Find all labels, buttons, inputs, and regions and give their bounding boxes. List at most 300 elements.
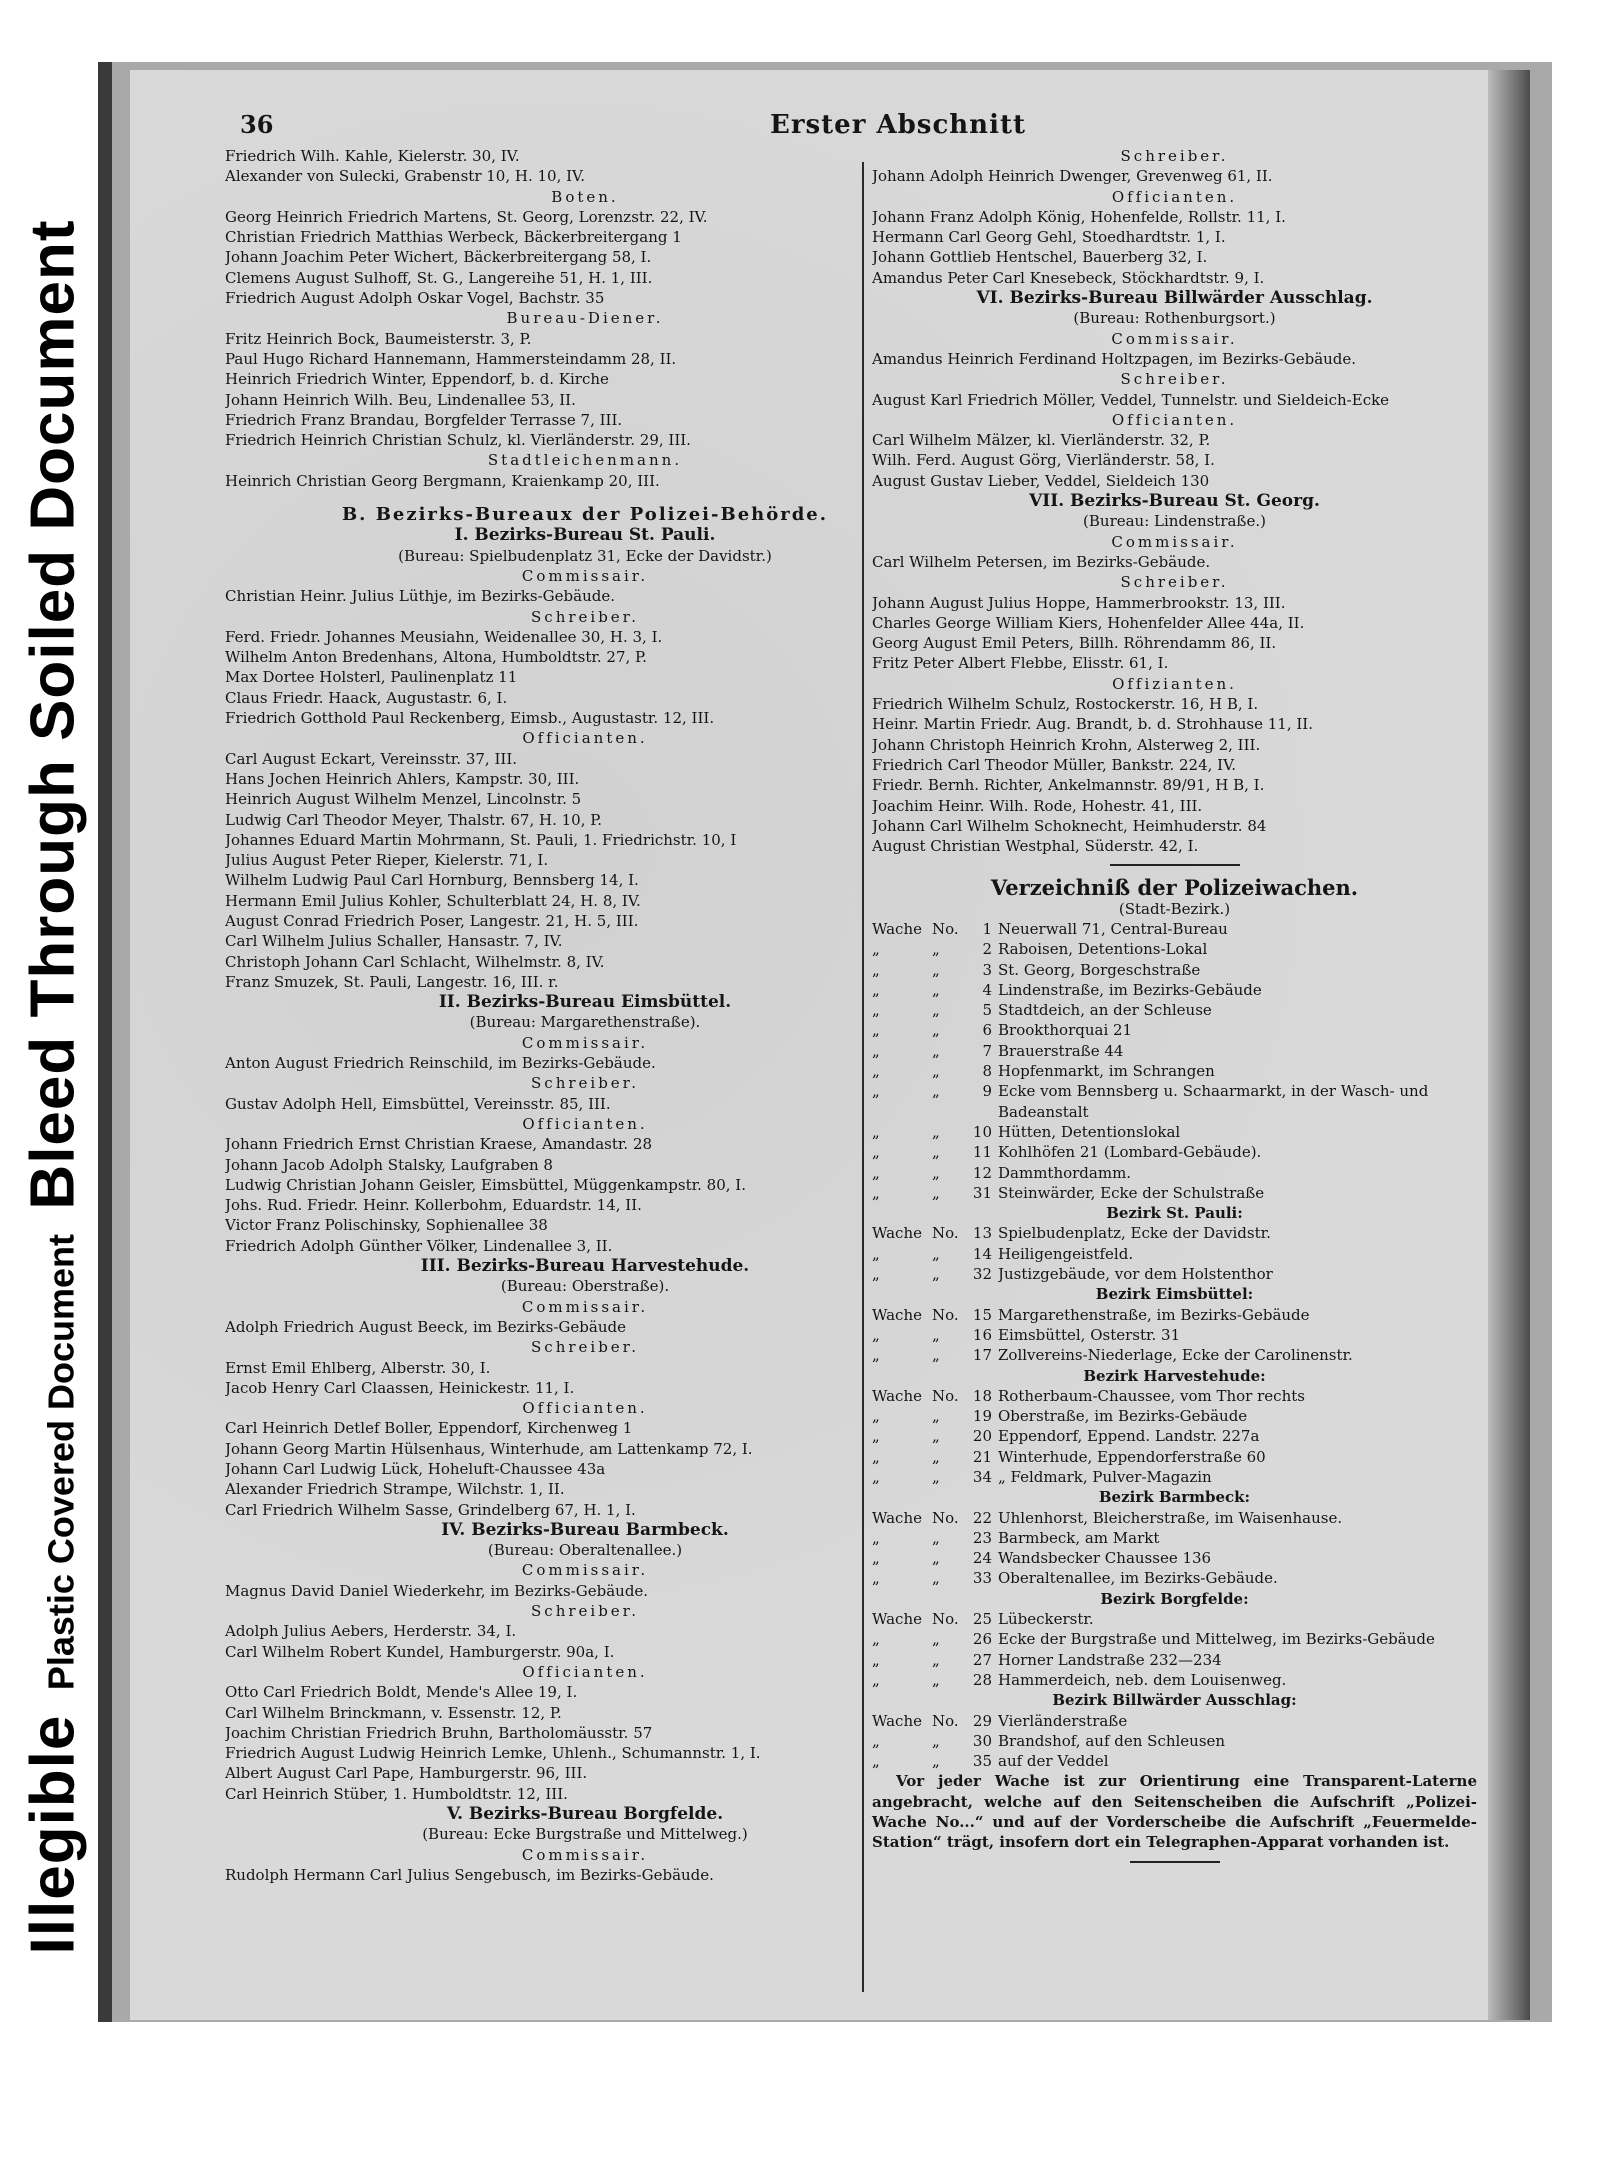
wache-row xyxy=(872,1102,1477,1122)
wache-no-label: „ xyxy=(932,1163,940,1182)
wache-number: 5 xyxy=(982,1001,992,1020)
wache-no-label: „ xyxy=(932,1569,940,1588)
district-heading: Bezirk Borgfelde: xyxy=(1100,1589,1249,1608)
wache-location: Horner Landstraße 232—234 xyxy=(998,1650,1222,1669)
wache-number: 19 xyxy=(972,1407,992,1426)
directory-entry: Carl Wilhelm Petersen, im Bezirks-Gebäude. xyxy=(872,552,1211,571)
directory-entry: Fritz Heinrich Bock, Baumeisterstr. 3, P. xyxy=(225,329,532,348)
wache-location: Margarethenstraße, im Bezirks-Gebäude xyxy=(998,1305,1310,1324)
wache-location: „ Feldmark, Pulver-Magazin xyxy=(998,1468,1212,1486)
wache-row xyxy=(872,1345,1477,1365)
wache-number: 12 xyxy=(972,1163,992,1182)
directory-entry: Johann Georg Martin Hülsenhaus, Winterhude, am Lattenkamp 72, I. xyxy=(225,1439,753,1458)
wache-location: Oberstraße, im Bezirks-Gebäude xyxy=(998,1407,1248,1426)
wache-label: „ xyxy=(872,1468,880,1486)
directory-entry: Victor Franz Polischinsky, Sophienallee 38 xyxy=(225,1216,548,1235)
wache-no-label: „ xyxy=(932,1041,940,1060)
wache-no-label: No. xyxy=(932,1508,959,1527)
wache-number: 26 xyxy=(972,1630,992,1649)
wache-no-label: No. xyxy=(932,1386,959,1405)
wache-number: 10 xyxy=(972,1122,992,1141)
wache-number: 8 xyxy=(982,1062,992,1081)
wache-no-label: „ xyxy=(932,1752,940,1771)
directory-entry: August Gustav Lieber, Veddel, Sieldeich 130 xyxy=(872,471,1210,490)
directory-entry: Ludwig Christian Johann Geisler, Eimsbüttel, Müggenkampstr. 80, I. xyxy=(225,1175,746,1194)
directory-entry: Wilhelm Anton Bredenhans, Altona, Humboldtstr. 27, P. xyxy=(225,648,647,667)
wache-location: Neuerwall 71, Central-Bureau xyxy=(998,919,1228,938)
wache-label: „ xyxy=(872,1163,880,1182)
banner-plastic-covered: Plastic Covered Document xyxy=(40,1234,82,1691)
wache-row xyxy=(872,1548,1477,1568)
directory-entry: Ferd. Friedr. Johannes Meusiahn, Weidenallee 30, H. 3, I. xyxy=(225,627,663,646)
verzeichniss-title: Verzeichniß der Polizeiwachen. xyxy=(990,875,1359,901)
directory-entry: Friedrich August Ludwig Heinrich Lemke, Uhlenh., Schumannstr. 1, I. xyxy=(225,1744,761,1763)
wache-number: 31 xyxy=(972,1183,992,1202)
role-heading: Schreiber. xyxy=(531,1602,639,1621)
wache-no-label: „ xyxy=(932,1731,940,1750)
directory-entry: Christoph Johann Carl Schlacht, Wilhelmstr. 8, IV. xyxy=(225,952,605,971)
wache-number: 28 xyxy=(972,1670,992,1689)
directory-entry: Friedrich Gotthold Paul Reckenberg, Eimsb., Augustastr. 12, III. xyxy=(225,709,715,728)
directory-entry: Johann Adolph Heinrich Dwenger, Grevenweg 61, II. xyxy=(872,167,1273,186)
wache-number: 9 xyxy=(982,1082,992,1101)
wache-row xyxy=(872,1406,1477,1426)
wache-no-label: No. xyxy=(932,1305,959,1324)
wache-no-label: „ xyxy=(932,1670,940,1689)
wache-number: 33 xyxy=(972,1569,992,1588)
directory-entry: Christian Friedrich Matthias Werbeck, Bäckerbreitergang 1 xyxy=(225,228,682,247)
role-heading: Commissair. xyxy=(1111,329,1238,348)
wache-number xyxy=(966,1102,998,1122)
wache-location: Brookthorquai 21 xyxy=(998,1021,1133,1040)
wache-row xyxy=(872,1061,1477,1081)
wache-row xyxy=(872,1751,1477,1771)
wache-label: „ xyxy=(872,1062,880,1081)
directory-entry: Friedr. Bernh. Richter, Ankelmannstr. 89/91, H B, I. xyxy=(872,776,1265,795)
wache-no-label: „ xyxy=(932,1346,940,1365)
directory-entry: Heinrich Friedrich Winter, Eppendorf, b. d. Kirche xyxy=(225,370,609,389)
wache-location: Heiligengeistfeld. xyxy=(998,1244,1134,1263)
left-column xyxy=(225,146,945,1885)
wache-no-label: „ xyxy=(932,1650,940,1669)
wache-number: 24 xyxy=(972,1549,992,1568)
wache-label: „ xyxy=(872,1325,880,1344)
wache-number: 32 xyxy=(972,1265,992,1284)
wache-number: 25 xyxy=(972,1610,992,1629)
wache-location: Brauerstraße 44 xyxy=(998,1041,1124,1060)
wache-number: 29 xyxy=(972,1711,992,1730)
directory-entry: Johann Carl Wilhelm Schoknecht, Heimhuderstr. 84 xyxy=(872,816,1267,835)
role-heading: Officianten. xyxy=(522,1662,648,1681)
role-heading: Commissair. xyxy=(1111,532,1238,551)
wache-label: „ xyxy=(872,1549,880,1568)
wache-label: „ xyxy=(872,1407,880,1426)
wache-row xyxy=(872,1020,1477,1040)
role-heading: Schreiber. xyxy=(531,607,639,626)
wache-label: „ xyxy=(872,1143,880,1162)
wache-row xyxy=(872,1041,1477,1061)
wache-no-label xyxy=(932,1102,966,1122)
bureau-address: (Bureau: Oberaltenallee.) xyxy=(487,1541,683,1560)
wache-location: Raboisen, Detentions-Lokal xyxy=(998,940,1208,959)
wache-no-label: „ xyxy=(932,1325,940,1344)
wache-location: Hütten, Detentionslokal xyxy=(998,1122,1181,1141)
role-heading: Offizianten. xyxy=(1112,674,1237,693)
directory-entry: Johann Christoph Heinrich Krohn, Alsterweg 2, III. xyxy=(872,735,1261,754)
banner-illegible: Illegible xyxy=(18,1714,88,1955)
wache-location: Winterhude, Eppendorferstraße 60 xyxy=(998,1447,1266,1466)
wache-row xyxy=(872,1122,1477,1142)
wache-label: „ xyxy=(872,1183,880,1202)
wache-no-label: „ xyxy=(932,980,940,999)
wache-number: 27 xyxy=(972,1650,992,1669)
directory-entry: Friedrich Carl Theodor Müller, Bankstr. 224, IV. xyxy=(872,755,1237,774)
directory-entry: Johann Joachim Peter Wichert, Bäckerbreitergang 58, I. xyxy=(225,248,652,267)
wache-number: 6 xyxy=(982,1021,992,1040)
directory-entry: August Conrad Friedrich Poser, Langestr. 21, H. 5, III. xyxy=(225,911,639,930)
directory-entry: Johann Jacob Adolph Stalsky, Laufgraben 8 xyxy=(225,1155,553,1174)
role-heading: Officianten. xyxy=(522,729,648,748)
directory-entry: Clemens August Sulhoff, St. G., Langereihe 51, H. 1, III. xyxy=(225,268,653,287)
directory-entry: Carl Wilhelm Brinckmann, v. Essenstr. 12, P. xyxy=(225,1703,562,1722)
directory-entry: Fritz Peter Albert Flebbe, Elisstr. 61, I. xyxy=(872,654,1169,673)
wache-label: „ xyxy=(872,1427,880,1446)
wache-no-label: „ xyxy=(932,1122,940,1141)
wache-location: Kohlhöfen 21 (Lombard-Gebäude). xyxy=(998,1143,1262,1162)
directory-entry: Georg Heinrich Friedrich Martens, St. Georg, Lorenzstr. 22, IV. xyxy=(225,207,708,226)
wache-row xyxy=(872,939,1477,959)
wache-row xyxy=(872,1183,1477,1203)
wache-label: „ xyxy=(872,1346,880,1365)
bureau-title: I. Bezirks-Bureau St. Pauli. xyxy=(454,525,716,546)
wache-number: 34 xyxy=(972,1468,992,1486)
wache-label: „ xyxy=(872,1752,880,1771)
wache-no-label: „ xyxy=(932,960,940,979)
end-rule xyxy=(1130,1861,1220,1863)
wache-location: Spielbudenplatz, Ecke der Davidstr. xyxy=(998,1224,1271,1243)
banner-bleed-through: Bleed Through Soiled Document xyxy=(18,219,88,1210)
wache-no-label: „ xyxy=(932,940,940,959)
directory-entry: Carl August Eckart, Vereinsstr. 37, III. xyxy=(225,749,518,768)
wache-no-label: „ xyxy=(932,1082,940,1101)
directory-entry: Otto Carl Friedrich Boldt, Mende's Allee 19, I. xyxy=(225,1683,578,1702)
role-heading: Commissair. xyxy=(521,566,649,585)
wache-no-label: No. xyxy=(932,1610,959,1629)
wache-row xyxy=(872,1163,1477,1183)
wache-label: „ xyxy=(872,960,880,979)
directory-entry: Claus Friedr. Haack, Augustastr. 6, I. xyxy=(225,688,508,707)
bureau-address: (Bureau: Rothenburgsort.) xyxy=(1073,309,1276,328)
directory-entry: Jacob Henry Carl Claassen, Heinickestr. 11, I. xyxy=(225,1378,575,1397)
wache-label: „ xyxy=(872,980,880,999)
district-heading: Bezirk Barmbeck: xyxy=(1098,1488,1251,1507)
wache-label: „ xyxy=(872,1244,880,1263)
wache-location: St. Georg, Borgeschstraße xyxy=(998,960,1201,979)
wache-row xyxy=(872,1305,1477,1325)
wache-row xyxy=(872,1081,1477,1101)
directory-entry: Charles George William Kiers, Hohenfelder Allee 44a, II. xyxy=(872,613,1305,632)
directory-entry: Joachim Christian Friedrich Bruhn, Bartholomäusstr. 57 xyxy=(225,1723,653,1742)
verzeichniss-subtitle: (Stadt-Bezirk.) xyxy=(1118,899,1231,918)
role-heading: Schreiber. xyxy=(1120,147,1229,165)
directory-entry: Johs. Rud. Friedr. Heinr. Kollerbohm, Eduardstr. 14, II. xyxy=(225,1196,642,1215)
section-rule xyxy=(1110,864,1240,866)
wache-number: 13 xyxy=(972,1224,992,1243)
wache-label xyxy=(872,1102,932,1122)
district-heading: Bezirk Eimsbüttel: xyxy=(1095,1285,1254,1304)
directory-entry: Rudolph Hermann Carl Julius Sengebusch, im Bezirks-Gebäude. xyxy=(225,1865,714,1884)
directory-entry: Alexander Friedrich Strampe, Wilchstr. 1, II. xyxy=(225,1480,565,1499)
role-heading: Stadtleichenmann. xyxy=(487,451,683,470)
role-heading: Schreiber. xyxy=(531,1074,639,1093)
directory-entry: Heinrich August Wilhelm Menzel, Lincolnstr. 5 xyxy=(225,790,582,809)
directory-entry: Carl Wilhelm Mälzer, kl. Vierländerstr. 32, P. xyxy=(872,431,1211,450)
directory-entry: Carl Wilhelm Robert Kundel, Hamburgerstr. 90a, I. xyxy=(225,1642,615,1661)
wache-row xyxy=(872,1467,1477,1487)
directory-entry: Heinrich Christian Georg Bergmann, Kraienkamp 20, III. xyxy=(225,471,660,490)
directory-entry: Johannes Eduard Martin Mohrmann, St. Pauli, 1. Friedrichstr. 10, I xyxy=(225,830,737,849)
wache-label: „ xyxy=(872,1001,880,1020)
wache-number: 30 xyxy=(972,1731,992,1750)
directory-entry: Ernst Emil Ehlberg, Alberstr. 30, I. xyxy=(225,1358,491,1377)
page-gutter xyxy=(1488,70,1530,2020)
wache-label: Wache xyxy=(872,1224,922,1243)
wache-row xyxy=(872,1508,1477,1528)
directory-entry: Johann Heinrich Wilh. Beu, Lindenallee 53, II. xyxy=(225,390,576,409)
directory-entry: Christian Heinr. Julius Lüthje, im Bezirks-Gebäude. xyxy=(225,587,615,606)
directory-entry: Paul Hugo Richard Hannemann, Hammersteindamm 28, II. xyxy=(225,349,677,368)
wache-number: 1 xyxy=(982,919,992,938)
directory-entry: Carl Friedrich Wilhelm Sasse, Grindelberg 67, H. 1, I. xyxy=(225,1500,636,1519)
bureau-title: VI. Bezirks-Bureau Billwärder Ausschlag. xyxy=(976,288,1373,309)
wache-number: 23 xyxy=(972,1528,992,1547)
role-heading: Officianten. xyxy=(522,1114,648,1133)
directory-entry: Friedrich Wilhelm Schulz, Rostockerstr. 16, H B, I. xyxy=(872,695,1259,714)
wache-number: 11 xyxy=(972,1143,992,1162)
bureau-title: IV. Bezirks-Bureau Barmbeck. xyxy=(441,1519,729,1540)
directory-entry: Joachim Heinr. Wilh. Rode, Hohestr. 41, III. xyxy=(872,796,1203,815)
wache-row xyxy=(872,1528,1477,1548)
directory-entry: Johann Friedrich Ernst Christian Kraese, Amandastr. 28 xyxy=(225,1135,653,1154)
wache-no-label: „ xyxy=(932,1265,940,1284)
directory-entry: August Christian Westphal, Süderstr. 42, I. xyxy=(872,837,1199,856)
directory-entry: Friedrich August Adolph Oskar Vogel, Bachstr. 35 xyxy=(225,289,605,308)
role-heading: Bureau-Diener. xyxy=(506,309,664,328)
directory-entry: Hans Jochen Heinrich Ahlers, Kampstr. 30, III. xyxy=(225,769,580,788)
directory-entry: Magnus David Daniel Wiederkehr, im Bezirks-Gebäude. xyxy=(225,1581,649,1600)
directory-entry: Johann Gottlieb Hentschel, Bauerberg 32, I. xyxy=(872,248,1208,267)
directory-entry: Carl Heinrich Detlef Boller, Eppendorf, Kirchenweg 1 xyxy=(225,1419,633,1438)
wache-number: 3 xyxy=(982,960,992,979)
wache-location: Ecke vom Bennsberg u. Schaarmarkt, in der Wasch- und xyxy=(998,1082,1429,1101)
wache-location: Barmbeck, am Markt xyxy=(998,1528,1160,1547)
wache-row xyxy=(872,1670,1477,1690)
wache-label: „ xyxy=(872,1569,880,1588)
directory-entry: Georg August Emil Peters, Billh. Röhrendamm 86, II. xyxy=(872,634,1277,653)
wache-no-label: „ xyxy=(932,1468,940,1486)
wache-number: 14 xyxy=(972,1244,992,1263)
directory-entry: Anton August Friedrich Reinschild, im Bezirks-Gebäude. xyxy=(225,1054,656,1073)
wache-row xyxy=(872,960,1477,980)
wache-label: „ xyxy=(872,1447,880,1466)
wache-no-label: No. xyxy=(932,1224,959,1243)
wache-location: Vierländerstraße xyxy=(998,1711,1128,1730)
directory-entry: Gustav Adolph Hell, Eimsbüttel, Vereinsstr. 85, III. xyxy=(225,1094,611,1113)
directory-entry: Julius August Peter Rieper, Kielerstr. 71, I. xyxy=(225,851,549,870)
directory-entry: Hermann Emil Julius Kohler, Schulterblatt 24, H. 8, IV. xyxy=(225,891,641,910)
wache-no-label: „ xyxy=(932,1528,940,1547)
wache-number: 20 xyxy=(972,1427,992,1446)
bureau-address: (Bureau: Spielbudenplatz 31, Ecke der Davidstr.) xyxy=(398,546,772,565)
wache-location: Hopfenmarkt, im Schrangen xyxy=(998,1062,1215,1081)
bureau-address: (Bureau: Ecke Burgstraße und Mittelweg.) xyxy=(422,1825,748,1844)
wache-row xyxy=(872,1650,1477,1670)
wache-no-label: „ xyxy=(932,1001,940,1020)
wache-row xyxy=(872,1609,1477,1629)
directory-entry: Johann August Julius Hoppe, Hammerbrookstr. 13, III. xyxy=(872,593,1286,612)
wache-no-label: No. xyxy=(932,1711,959,1730)
page-number: 36 xyxy=(240,110,274,139)
directory-entry: Heinr. Martin Friedr. Aug. Brandt, b. d. Strohhause 11, II. xyxy=(872,715,1313,734)
wache-label: Wache xyxy=(872,1610,922,1629)
directory-entry: Albert August Carl Pape, Hamburgerstr. 96, III. xyxy=(225,1764,588,1783)
directory-entry: Adolph Friedrich August Beeck, im Bezirks-Gebäude xyxy=(225,1317,626,1336)
wache-no-label: „ xyxy=(932,1407,940,1426)
district-heading: Bezirk Billwärder Ausschlag: xyxy=(1052,1691,1297,1710)
wache-row xyxy=(872,1426,1477,1446)
directory-entry: August Karl Friedrich Möller, Veddel, Tunnelstr. und Sieldeich-Ecke xyxy=(872,390,1390,409)
wache-no-label: „ xyxy=(932,1183,940,1202)
wache-no-label: „ xyxy=(932,1447,940,1466)
wache-no-label: „ xyxy=(932,1143,940,1162)
wache-label: „ xyxy=(872,1670,880,1689)
bureau-title: V. Bezirks-Bureau Borgfelde. xyxy=(446,1804,724,1825)
wache-label: „ xyxy=(872,1021,880,1040)
wache-location: Badeanstalt xyxy=(998,1102,1089,1121)
wache-label: „ xyxy=(872,1731,880,1750)
bureau-title: II. Bezirks-Bureau Eimsbüttel. xyxy=(438,992,732,1013)
wache-location: Lindenstraße, im Bezirks-Gebäude xyxy=(998,980,1262,999)
wache-number: 21 xyxy=(972,1447,992,1466)
wache-label: „ xyxy=(872,1528,880,1547)
directory-entry: Alexander von Sulecki, Grabenstr 10, H. 10, IV. xyxy=(225,167,586,186)
role-heading: Schreiber. xyxy=(531,1338,639,1357)
wache-row xyxy=(872,1325,1477,1345)
directory-entry: Franz Smuzek, St. Pauli, Langestr. 16, III. r. xyxy=(225,972,559,991)
wache-label: Wache xyxy=(872,1711,922,1730)
directory-entry: Max Dortee Holsterl, Paulinenplatz 11 xyxy=(225,668,518,687)
role-heading: Schreiber. xyxy=(1120,370,1229,389)
wache-row xyxy=(872,1447,1477,1467)
wache-number: 15 xyxy=(972,1305,992,1324)
wache-location: Uhlenhorst, Bleicherstraße, im Waisenhause. xyxy=(998,1508,1343,1527)
wache-row xyxy=(872,1264,1477,1284)
directory-entry: Friedrich Wilh. Kahle, Kielerstr. 30, IV. xyxy=(225,147,520,165)
wache-location: Hammerdeich, neb. dem Louisenweg. xyxy=(998,1670,1287,1689)
wache-number: 7 xyxy=(982,1041,992,1060)
wache-location: Rotherbaum-Chaussee, vom Thor rechts xyxy=(998,1386,1305,1405)
bureau-address: (Bureau: Lindenstraße.) xyxy=(1083,512,1266,531)
wache-number: 16 xyxy=(972,1325,992,1344)
wache-number: 2 xyxy=(982,940,992,959)
right-column xyxy=(872,146,1477,1871)
wache-location: Zollvereins-Niederlage, Ecke der Carolinenstr. xyxy=(998,1346,1353,1365)
book-page xyxy=(130,70,1530,2020)
wache-label: Wache xyxy=(872,1386,922,1405)
wache-list xyxy=(872,919,1477,1771)
role-heading: Commissair. xyxy=(521,1297,649,1316)
wache-location: Ecke der Burgstraße und Mittelweg, im Bezirks-Gebäude xyxy=(998,1630,1435,1649)
bureau-address: (Bureau: Margarethenstraße). xyxy=(469,1013,701,1032)
role-heading: Commissair. xyxy=(521,1033,649,1052)
wache-row xyxy=(872,1223,1477,1243)
wache-label: „ xyxy=(872,1122,880,1141)
directory-entry: Friedrich Heinrich Christian Schulz, kl. Vierländerstr. 29, III. xyxy=(225,431,691,450)
wache-row xyxy=(872,1711,1477,1731)
role-heading: Officianten. xyxy=(522,1399,648,1418)
wache-no-label: No. xyxy=(932,919,959,938)
scan-condition-banner xyxy=(6,187,100,1987)
wache-location: Brandshof, auf den Schleusen xyxy=(998,1731,1226,1750)
wache-label: „ xyxy=(872,1650,880,1669)
wache-location: Dammthordamm. xyxy=(998,1163,1132,1182)
right-column-entries xyxy=(872,146,1477,856)
wache-location: auf der Veddel xyxy=(998,1752,1109,1771)
district-heading: Bezirk Harvestehude: xyxy=(1083,1366,1266,1385)
directory-entry: Johann Carl Ludwig Lück, Hoheluft-Chaussee 43a xyxy=(225,1460,606,1478)
wache-row xyxy=(872,1568,1477,1588)
wache-label: „ xyxy=(872,940,880,959)
wache-no-label: „ xyxy=(932,1549,940,1568)
directory-entry: Amandus Peter Carl Knesebeck, Stöckhardtstr. 9, I. xyxy=(872,268,1265,287)
wache-label: Wache xyxy=(872,1305,922,1324)
bureau-address: (Bureau: Oberstraße). xyxy=(500,1277,670,1296)
directory-entry: Carl Wilhelm Julius Schaller, Hansastr. 7, IV. xyxy=(225,932,563,951)
directory-entry: Johann Franz Adolph König, Hohenfelde, Rollstr. 11, I. xyxy=(872,207,1286,226)
role-heading: Commissair. xyxy=(521,1845,649,1864)
lantern-note: Vor jeder Wache ist zur Orientirung eine Transparent-Laterne angebracht, welche auf den Seitenscheiben die Aufschrift „Polizei-Wache No...“ und auf der Vorderscheibe die Aufschrift „Feuermelde-Station“ trägt, insofern dort ein Telegraphen-Apparat vorhanden ist. xyxy=(872,1772,1477,1852)
directory-entry: Amandus Heinrich Ferdinand Holtzpagen, im Bezirks-Gebäude. xyxy=(872,349,1357,368)
wache-row xyxy=(872,1629,1477,1649)
wache-label: Wache xyxy=(872,919,922,938)
wache-location: Justizgebäude, vor dem Holstenthor xyxy=(998,1265,1273,1284)
wache-number: 22 xyxy=(972,1508,992,1527)
directory-entry: Hermann Carl Georg Gehl, Stoedhardtstr. 1, I. xyxy=(872,228,1226,247)
directory-entry: Adolph Julius Aebers, Herderstr. 34, I. xyxy=(225,1622,517,1641)
wache-number: 4 xyxy=(982,980,992,999)
role-heading: Commissair. xyxy=(521,1561,649,1580)
wache-no-label: „ xyxy=(932,1062,940,1081)
wache-number: 18 xyxy=(972,1386,992,1405)
bureau-title: VII. Bezirks-Bureau St. Georg. xyxy=(1029,491,1320,512)
wache-label: „ xyxy=(872,1041,880,1060)
directory-entry: Wilh. Ferd. August Görg, Vierländerstr. 58, I. xyxy=(872,451,1215,470)
district-heading: Bezirk St. Pauli: xyxy=(1106,1204,1243,1223)
wache-location: Eppendorf, Eppend. Landstr. 227a xyxy=(998,1427,1260,1446)
wache-row xyxy=(872,919,1477,939)
role-heading: Schreiber. xyxy=(1120,573,1229,592)
wache-number: 17 xyxy=(972,1346,992,1365)
wache-no-label: „ xyxy=(932,1021,940,1040)
wache-no-label: „ xyxy=(932,1427,940,1446)
wache-location: Wandsbecker Chaussee 136 xyxy=(998,1549,1212,1568)
wache-row xyxy=(872,1000,1477,1020)
wache-location: Stadtdeich, an der Schleuse xyxy=(998,1001,1212,1020)
wache-label: „ xyxy=(872,1630,880,1649)
wache-location: Lübeckerstr. xyxy=(998,1610,1094,1629)
wache-label: Wache xyxy=(872,1508,922,1527)
wache-label: „ xyxy=(872,1265,880,1284)
